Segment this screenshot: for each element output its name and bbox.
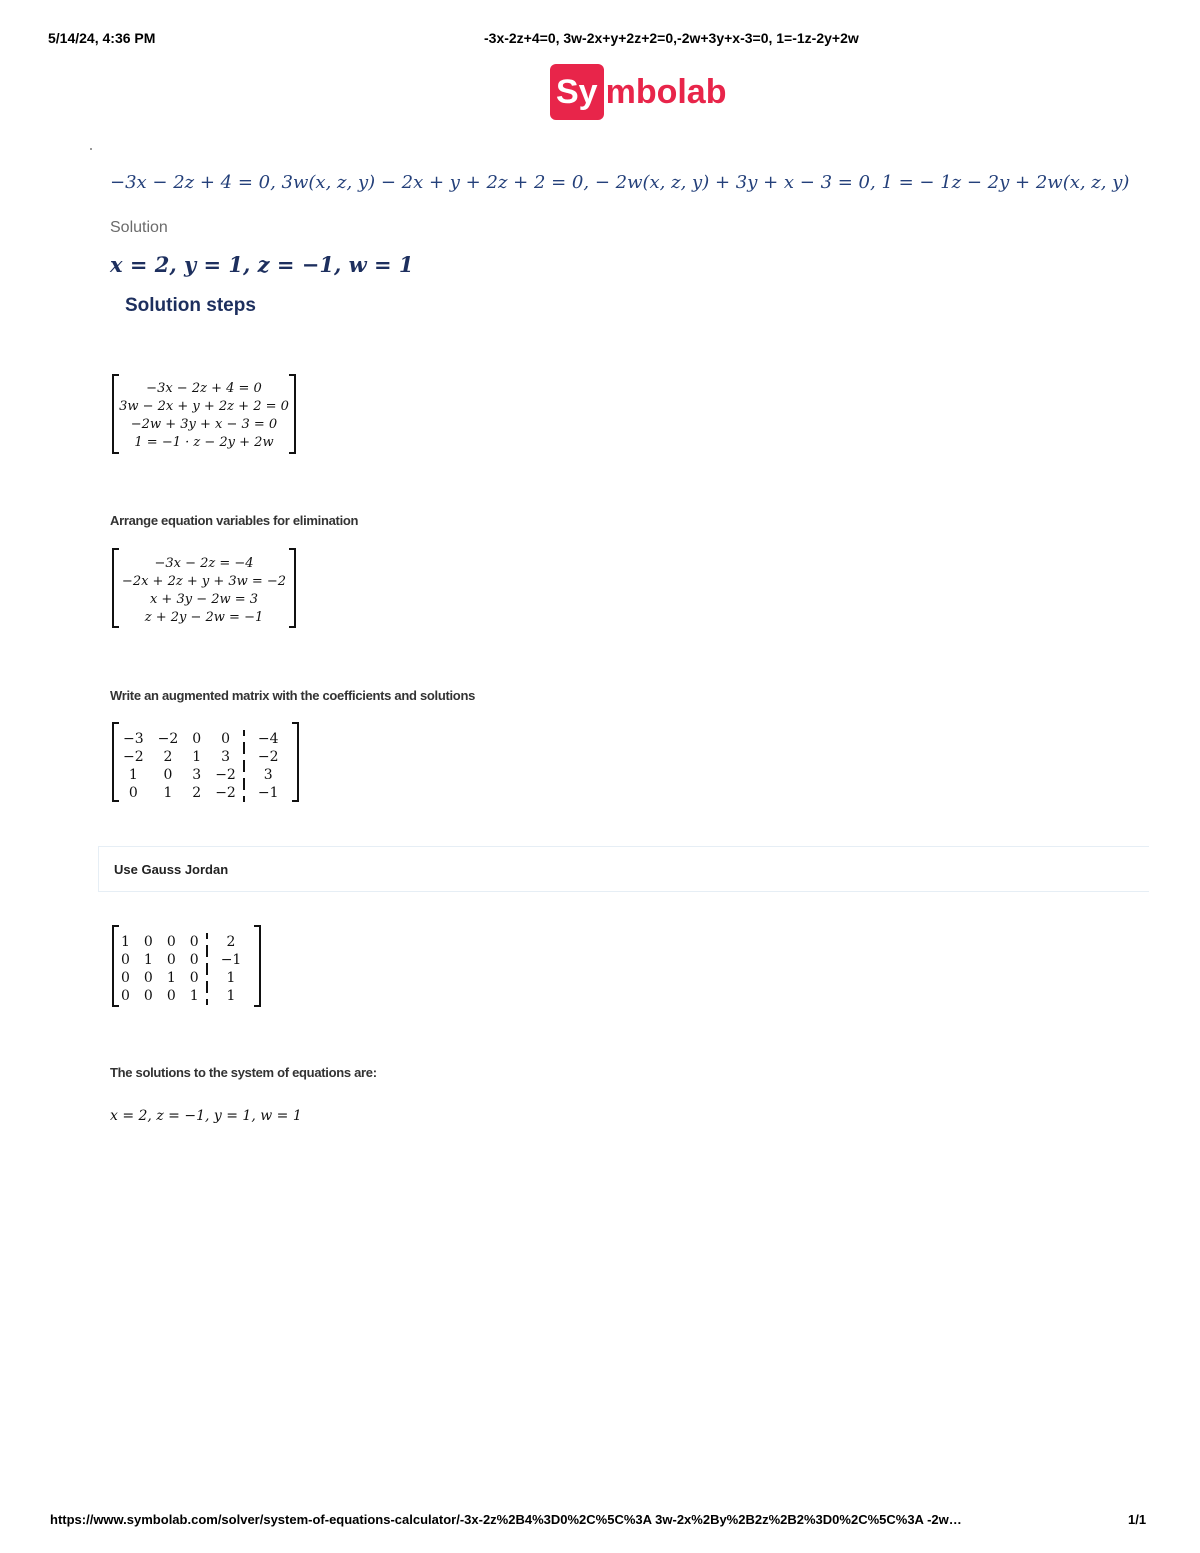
augmented-bracket-right <box>292 722 299 802</box>
matrix-cell: 0 <box>192 731 202 747</box>
matrix-cell: −2 <box>157 731 179 747</box>
matrix-separator <box>244 748 251 766</box>
matrix-cell: 2 <box>192 785 202 801</box>
matrix-separator <box>244 766 251 784</box>
matrix-cell: 2 <box>163 749 173 765</box>
matrix-row <box>116 784 285 802</box>
matrix-cell: 2 <box>226 934 236 950</box>
matrix-separator <box>207 969 214 987</box>
system-row: −2w + 3y + x − 3 = 0 <box>130 417 278 432</box>
matrix-cell: 0 <box>128 785 138 801</box>
logo-text: mbolab <box>605 72 727 111</box>
arranged-row: −3x − 2z = −4 <box>154 556 254 571</box>
matrix-cell: −3 <box>123 731 144 747</box>
print-page-number: 1/1 <box>1128 1512 1147 1527</box>
matrix-separator <box>207 987 214 1005</box>
matrix-cell: 1 <box>128 767 138 783</box>
matrix-cell: 3 <box>221 749 230 765</box>
matrix-row <box>114 951 248 969</box>
matrix-separator <box>207 951 214 969</box>
matrix-cell: 0 <box>143 934 153 950</box>
matrix-cell: −4 <box>257 731 279 747</box>
augmented-matrix <box>116 730 285 802</box>
arrange-step-label: Arrange equation variables for elimination <box>110 513 359 528</box>
stray-dot <box>90 148 92 150</box>
matrix-row <box>114 987 248 1005</box>
matrix-cell: 0 <box>166 934 176 950</box>
system-row: −3x − 2z + 4 = 0 <box>146 381 262 396</box>
arranged-row: −2x + 2z + y + 3w = −2 <box>121 574 287 589</box>
matrix-cell: −1 <box>220 952 242 968</box>
matrix-cell: 0 <box>189 934 199 950</box>
matrix-cell: −1 <box>257 785 279 801</box>
print-page-title: -3x-2z+4=0, 3w-2x+y+2z+2=0,-2w+3y+x-3=0, 1=-1z-2y+2w <box>484 30 859 46</box>
system-bracket-right <box>289 374 296 454</box>
arranged-system <box>118 555 290 627</box>
matrix-cell: 0 <box>121 988 130 1004</box>
matrix-cell: 1 <box>143 952 153 968</box>
matrix-cell: 0 <box>143 988 153 1004</box>
matrix-cell: 0 <box>121 970 130 986</box>
matrix-cell: 1 <box>226 988 236 1004</box>
matrix-cell: 0 <box>221 731 230 747</box>
system-of-equations <box>118 380 290 452</box>
arranged-row: x + 3y − 2w = 3 <box>149 592 259 607</box>
matrix-cell: 0 <box>189 952 199 968</box>
symbolab-logo[interactable] <box>550 62 727 122</box>
gauss-jordan-step-box[interactable] <box>98 846 1149 892</box>
matrix-cell: 0 <box>121 952 130 968</box>
matrix-row <box>114 969 248 987</box>
final-step-label: The solutions to the system of equations are: <box>110 1065 377 1080</box>
matrix-cell: 0 <box>143 970 153 986</box>
matrix-cell: 1 <box>166 970 176 986</box>
matrix-cell: 0 <box>166 988 176 1004</box>
matrix-cell: −2 <box>215 785 236 801</box>
matrix-row <box>116 748 285 766</box>
matrix-cell: 0 <box>189 970 199 986</box>
matrix-row <box>116 730 285 748</box>
print-date: 5/14/24, 4:36 PM <box>48 30 156 46</box>
matrix-cell: 0 <box>166 952 176 968</box>
reduced-bracket-right <box>254 925 261 1007</box>
matrix-row <box>116 766 285 784</box>
solution-label: Solution <box>110 219 168 236</box>
solution-answer: x = 2, y = 1, z = −1, w = 1 <box>110 252 414 277</box>
matrix-separator <box>207 933 214 951</box>
solution-steps-title[interactable]: Solution steps <box>125 295 256 316</box>
matrix-separator <box>244 784 251 802</box>
system-row: 3w − 2x + y + 2z + 2 = 0 <box>119 399 289 414</box>
matrix-cell: 0 <box>163 767 173 783</box>
print-url: https://www.symbolab.com/solver/system-of-equations-calculator/-3x-2z%2B4%3D0%2C%5C%3A 3w-2x%2By%2B2z%2B2%3D0%2C%5C%3A -2w… <box>50 1512 962 1527</box>
matrix-cell: 1 <box>192 749 202 765</box>
matrix-cell: −2 <box>215 767 236 783</box>
logo-box: Sy <box>550 64 604 120</box>
augment-step-label: Write an augmented matrix with the coefficients and solutions <box>110 688 476 703</box>
matrix-cell: 3 <box>192 767 202 783</box>
arranged-bracket-right <box>289 548 296 628</box>
arranged-row: z + 2y − 2w = −1 <box>144 610 264 625</box>
matrix-cell: −2 <box>257 749 279 765</box>
matrix-cell: 1 <box>226 970 236 986</box>
reduced-matrix <box>114 933 248 1005</box>
matrix-cell: −2 <box>123 749 144 765</box>
matrix-row <box>114 933 248 951</box>
matrix-cell: 3 <box>263 767 273 783</box>
matrix-cell: 1 <box>189 988 199 1004</box>
gauss-jordan-label[interactable]: Use Gauss Jordan <box>114 862 229 877</box>
problem-equation: −3x − 2z + 4 = 0, 3w(x, z, y) − 2x + y + 2z + 2 = 0, − 2w(x, z, y) + 3y + x − 3 = 0, 1 = − 1z − 2y + 2w(x, z, y) <box>110 172 1130 193</box>
matrix-cell: 1 <box>121 934 130 950</box>
system-row: 1 = −1 · z − 2y + 2w <box>134 435 274 450</box>
matrix-separator <box>244 730 251 748</box>
matrix-cell: 1 <box>163 785 173 801</box>
final-answer: x = 2, z = −1, y = 1, w = 1 <box>110 1108 302 1124</box>
